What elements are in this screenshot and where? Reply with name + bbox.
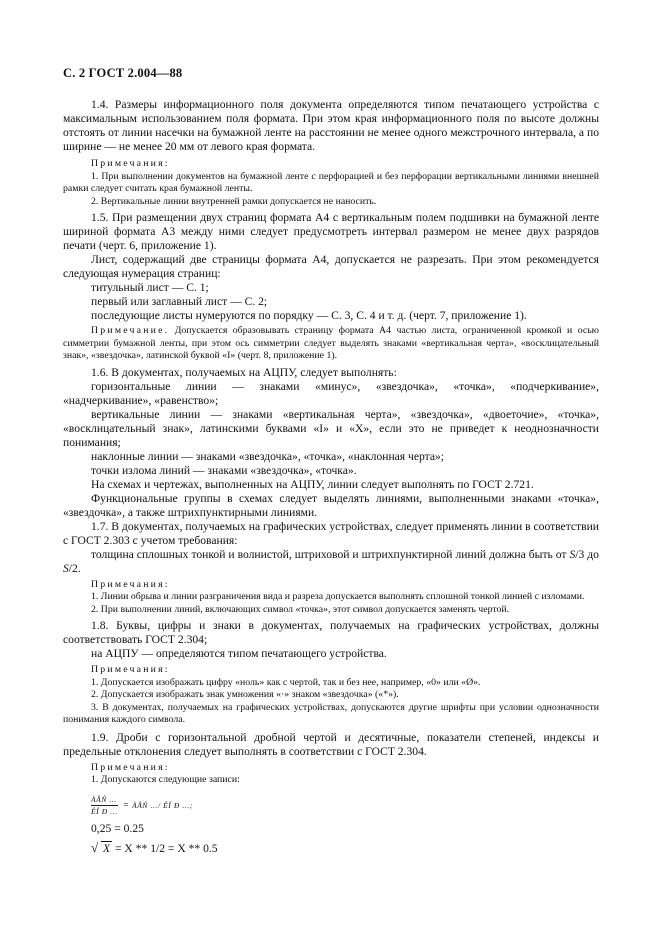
paragraph-1-6-functional: Функциональные группы в схемах следует выделять линиями, выполненными знаками «точка», «звездочка», а также штрихпунктирными линиями.: [63, 491, 599, 519]
notes-heading: Примечания:: [91, 664, 170, 675]
fraction-inline: [123, 800, 192, 810]
sqrt-rest: = X ** 1/2 = X ** 0.5: [112, 841, 218, 855]
fraction-numerator: ÀÂÑ ...: [91, 794, 117, 804]
note-item: 2. Допускается изображать знак умножения «·» знаком «звездочка» («*»).: [91, 689, 399, 700]
note-inline: [63, 325, 599, 363]
notes-heading: Примечания:: [91, 761, 170, 773]
paragraph-1-8: 1.8. Буквы, цифры и знаки в документах, получаемых на графических устройствах, должны соответствовать ГОСТ 2.304;: [63, 619, 599, 646]
page-header: С. 2 ГОСТ 2.004—88: [63, 66, 183, 80]
paragraph-1-6-vertical: вертикальные линии — знаками «вертикальная черта», «звездочка», «двоеточие», «точка», «восклицательный знак», латинскими буквами «I» и «X», если это не приведет к неоднозначности понимания;: [63, 407, 599, 449]
paragraph-1-6-inclined: наклонные линии — знаками «звездочка», «точка», «наклонная черта»;: [91, 449, 445, 463]
paragraph-1-9: 1.9. Дроби с горизонтальной дробной чертой и десятичные, показатели степеней, индексы и предельные отклонения следует выполнять в соответствии с ГОСТ 2.304.: [63, 730, 599, 758]
fraction-inline-text: ÀÂÑ .../ ÊÎ Ð ...;: [132, 801, 193, 810]
list-item: первый или заглавный лист — С. 2;: [91, 295, 268, 308]
note-item: 2. При выполнении линий, включающих символ «точка», этот символ допускается заменять чертой.: [91, 603, 510, 615]
sqrt-argument: X: [103, 841, 111, 855]
sqrt-icon: √: [91, 839, 99, 855]
fraction: [91, 795, 118, 816]
paragraph-1-5: 1.5. При размещении двух страниц формата А4 с вертикальным полем подшивки на бумажной ленте шириной формата А3 между ними следует предусмотреть интервал размером не менее двух разрядов печати (черт. 6, приложение 1).: [63, 211, 599, 252]
notes-heading: Примечания:: [91, 158, 170, 169]
symbol-s: S: [569, 547, 576, 561]
paragraph-1-7-thickness: [63, 548, 599, 576]
text-run: /3 до: [575, 547, 599, 561]
text-run: /2.: [68, 561, 81, 575]
note-item: 1. Допускаются следующие записи:: [91, 774, 240, 785]
formula-fraction: [91, 795, 599, 816]
paragraph-1-7: 1.7. В документах, получаемых на графических устройствах, следует применять линии в соответствии с ГОСТ 2.303 с учетом требования:: [63, 519, 600, 547]
list-item: последующие листы нумеруются по порядку — С. 3, С. 4 и т. д. (черт. 7, приложение 1).: [91, 309, 527, 322]
note-item: 1. При выполнении документов на бумажной ленте с перфорацией и без перфорации вертикальными линиями внешней рамки следует считать края бумажной ленты.: [63, 170, 599, 194]
paragraph-1-6: 1.6. В документах, получаемых на АЦПУ, следует выполнять:: [91, 365, 397, 379]
paragraph-1-4: 1.4. Размеры информационного поля документа определяются типом печатающего устройства с максимальным использованием поля формата. При этом края информационного поля по высоте должны отстоять от линии насечки на бумажной ленте на расстоянии не менее одного межстрочного интервала, а по ширине — не менее 20 мм от левого края формата.: [63, 98, 599, 153]
paragraph-1-8-acpu: на АЦПУ — определяются типом печатающего устройства.: [91, 647, 387, 660]
page-content: [63, 98, 599, 856]
equals-sign: =: [123, 800, 130, 810]
paragraph-1-6-schemes: На схемах и чертежах, выполненных на АЦПУ, линии следует выполнять по ГОСТ 2.721.: [91, 477, 534, 491]
formula-sqrt: [63, 839, 599, 856]
sqrt-expression: [91, 839, 112, 856]
paragraph-1-6-horizontal: горизонтальные линии — знаками «минус», «звездочка», «точка», «подчеркивание», «надчеркивание», «равенство»;: [63, 379, 599, 407]
text-run: толщина сплошных тонкой и волнистой, штриховой и штрихпунктирной линий должна быть от: [91, 547, 570, 561]
note-item: 1. Линии обрыва и линии разграничения вида и разреза допускается выполнять сплошной тонкой линией с изломами.: [91, 591, 585, 602]
list-item: титульный лист — С. 1;: [91, 281, 209, 294]
note-label: Примечание.: [91, 325, 170, 336]
note-text: Допускается образовывать страницу формата А4 частью листа, ограниченной кромкой и осью симметрии бумажной ленты, при этом ось симметрии следует выделять знаками «вертикальная черта», «восклицательный знак», «звездочка», латинской буквой «I» (черт. 8, приложение 1).: [63, 325, 599, 361]
note-item: 2. Вертикальные линии внутренней рамки допускается не наносить.: [91, 195, 377, 207]
notes-heading: Примечания:: [91, 578, 170, 590]
fraction-denominator: ÊÎ Ð ...: [91, 806, 118, 816]
formula-decimal: 0,25 = 0.25: [91, 821, 144, 835]
paragraph-1-5-sheet: Лист, содержащий две страницы формата А4, допускается не разрезать. При этом рекомендуется следующая нумерация страниц:: [63, 253, 599, 280]
paragraph-1-6-break: точки излома линий — знаками «звездочка», «точка».: [91, 463, 357, 477]
note-item: 3. В документах, получаемых на графических устройствах, допускаются другие шрифты при условии однозначности понимания каждого символа.: [63, 701, 599, 725]
note-item: 1. Допускается изображать цифру «ноль» как с чертой, так и без нее, например, «0» или «Ø».: [91, 676, 481, 688]
symbol-s: S: [63, 561, 69, 575]
